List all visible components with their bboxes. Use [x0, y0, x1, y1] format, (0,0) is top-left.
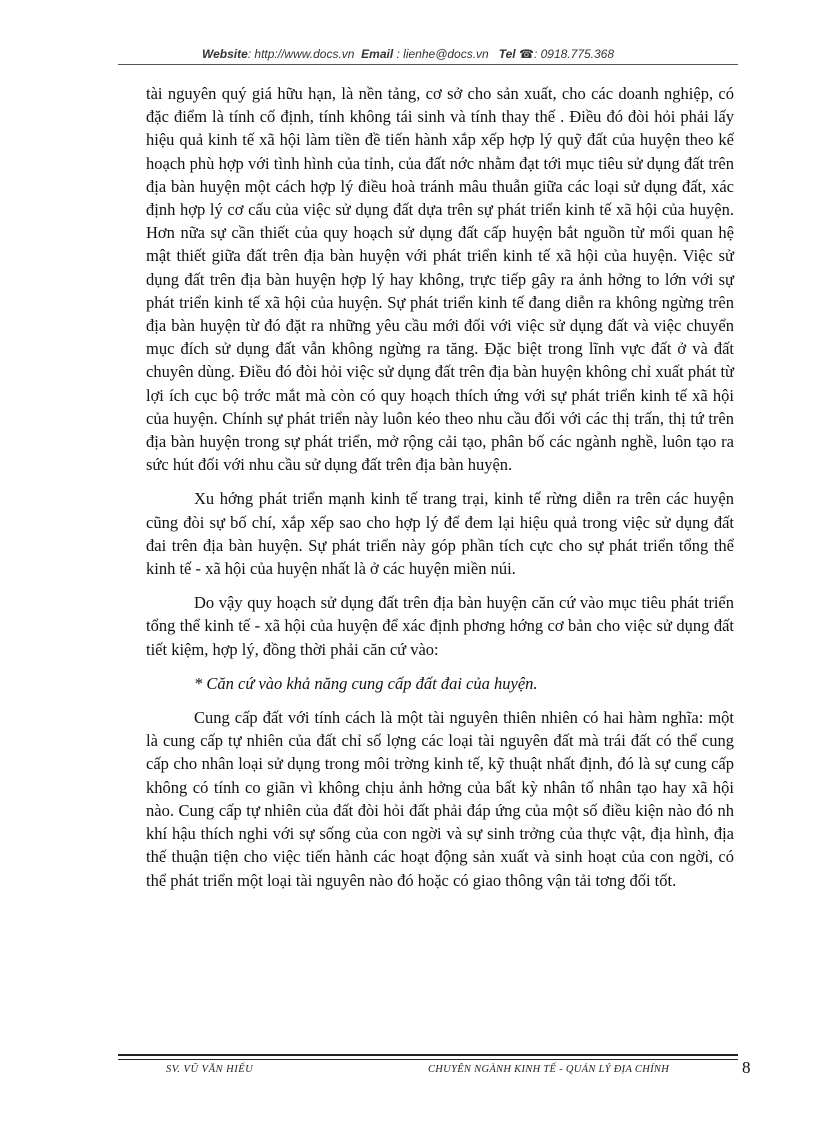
tel-label: Tel — [498, 47, 516, 61]
paragraph-3: Do vậy quy hoạch sử dụng đất trên địa bàn huyện căn cứ vào mục tiêu phát triển tổng thể kinh tế - xã hội của huyện để xác định phơng hớng cơ bản cho việc sử dụng đất tiết kiệm, hợp lý, đồng thời phải căn cứ vào: — [146, 593, 734, 659]
section-subheading: * Căn cứ vào khả năng cung cấp đất đai của huyện. — [194, 673, 538, 693]
phone-icon: ☎ — [519, 47, 534, 61]
footer-rule-thick — [118, 1054, 738, 1056]
paragraph-2: Xu hớng phát triển mạnh kinh tế trang trại, kinh tế rừng diễn ra trên các huyện cũng đòi sự bố chí, xắp xếp sao cho hợp lý để đem lại hiệu quả trong việc sử dụng đất đai trên địa bàn huyện. Sự phát triển này góp phần tích cực cho sự phát triển tổng thể kinh tế - xã hội của huyện nhất là ở các huyện miền núi. — [146, 489, 734, 579]
tel-value: : 0918.775.368 — [533, 47, 615, 61]
footer-rule-thin — [118, 1059, 738, 1060]
document-body — [146, 82, 734, 903]
header-rule — [118, 64, 738, 65]
page-number: 8 — [742, 1058, 751, 1077]
paragraph-4: Cung cấp đất với tính cách là một tài nguyên thiên nhiên có hai hàm nghĩa: một là cung cấp tự nhiên của đất chỉ số lợng các loại tài nguyên đất mà trái đất có thể cung cấp cho nhân loại sử dụng trong môi trờng kinh tế, kỹ thuật nhất định, đó là sự cung cấp không có tính co giãn vì không chịu ảnh hởng của bất kỳ nhân tố nhân tạo hay xã hội nào. Cung cấp tự nhiên của đất đòi hỏi đất phải đáp ứng của một số điều kiện nào đó nh khí hậu thích nghi với sự sống của con ngời và sự sinh trởng của thực vật, địa hình, địa thế thuận tiện cho việc tiến hành các hoạt động sản xuất và sinh hoạt của con ngời, có thể phát triển một loại tài nguyên nào đó hoặc có giao thông vận tải tơng đối tốt. — [146, 708, 734, 890]
email-value: : lienhe@docs.vn — [396, 47, 489, 61]
footer-author: SV. VŨ VĂN HIẾU — [166, 1064, 254, 1075]
website-label: Website — [201, 47, 248, 61]
paragraph-1: tài nguyên quý giá hữu hạn, là nền tảng, cơ sở cho sản xuất, cho các doanh nghiệp, có đặc điểm là tính cố định, tính không tái sinh và tính thay thế . Điều đó đòi hỏi phải lấy hiệu quả kinh tế xã hội làm tiền đề tiến hành xắp xếp hợp lý quỹ đất của huyện theo kế hoạch phù hợp với tình hình của tỉnh, của đất nớc nhằm đạt tới mục tiêu sử dụng đất trên địa bàn huyện một cách hợp lý điều hoà tránh mâu thuẫn giữa các loại sử dụng đất, xác định hợp lý cơ cấu của việc sử dụng đất dựa trên sự phát triển kinh tế xã hội của huyện. Hơn nữa sự cần thiết của quy hoạch sử dụng đất cấp huyện bắt nguồn từ mối quan hệ mật thiết giữa đất trên địa bàn huyện với phát triển kinh tế xã hội của huyện. Việc sử dụng đất trên địa bàn huyện hợp lý hay không, trực tiếp gây ra ảnh hởng to lớn với sự phát triển kinh tế xã hội của huyện. Sự phát triển kinh tế đang diễn ra không ngừng trên địa bàn huyện từ đó đặt ra những yêu cầu mới đối với việc sử dụng đất và việc chuyển mục đích sử dụng đất vẫn không ngừng ra tăng. Đặc biệt trong lĩnh vực đất ở và đất chuyên dùng. Điều đó đòi hỏi việc sử dụng đất trên địa bàn huyện không chỉ xuất phát từ lợi ích cục bộ trớc mắt mà còn có quy hoạch thích ứng với sự phát triển kinh tế xã hội của huyện. Chính sự phát triển này luôn kéo theo nhu cầu đối với các thị trấn, thị tứ trên địa bàn huyện trong sự phát triển, mở rộng cải tạo, phân bố các ngành nghề, luôn tạo ra sức hút đối với nhu cầu sử dụng đất trên địa bàn huyện. — [146, 84, 734, 475]
email-label: Email — [361, 47, 394, 61]
footer-major: CHUYÊN NGÀNH KINH TẾ - QUẢN LÝ ĐỊA CHÍNH — [428, 1064, 670, 1075]
page-header — [0, 47, 816, 61]
website-value: : http://www.docs.vn — [247, 47, 355, 61]
